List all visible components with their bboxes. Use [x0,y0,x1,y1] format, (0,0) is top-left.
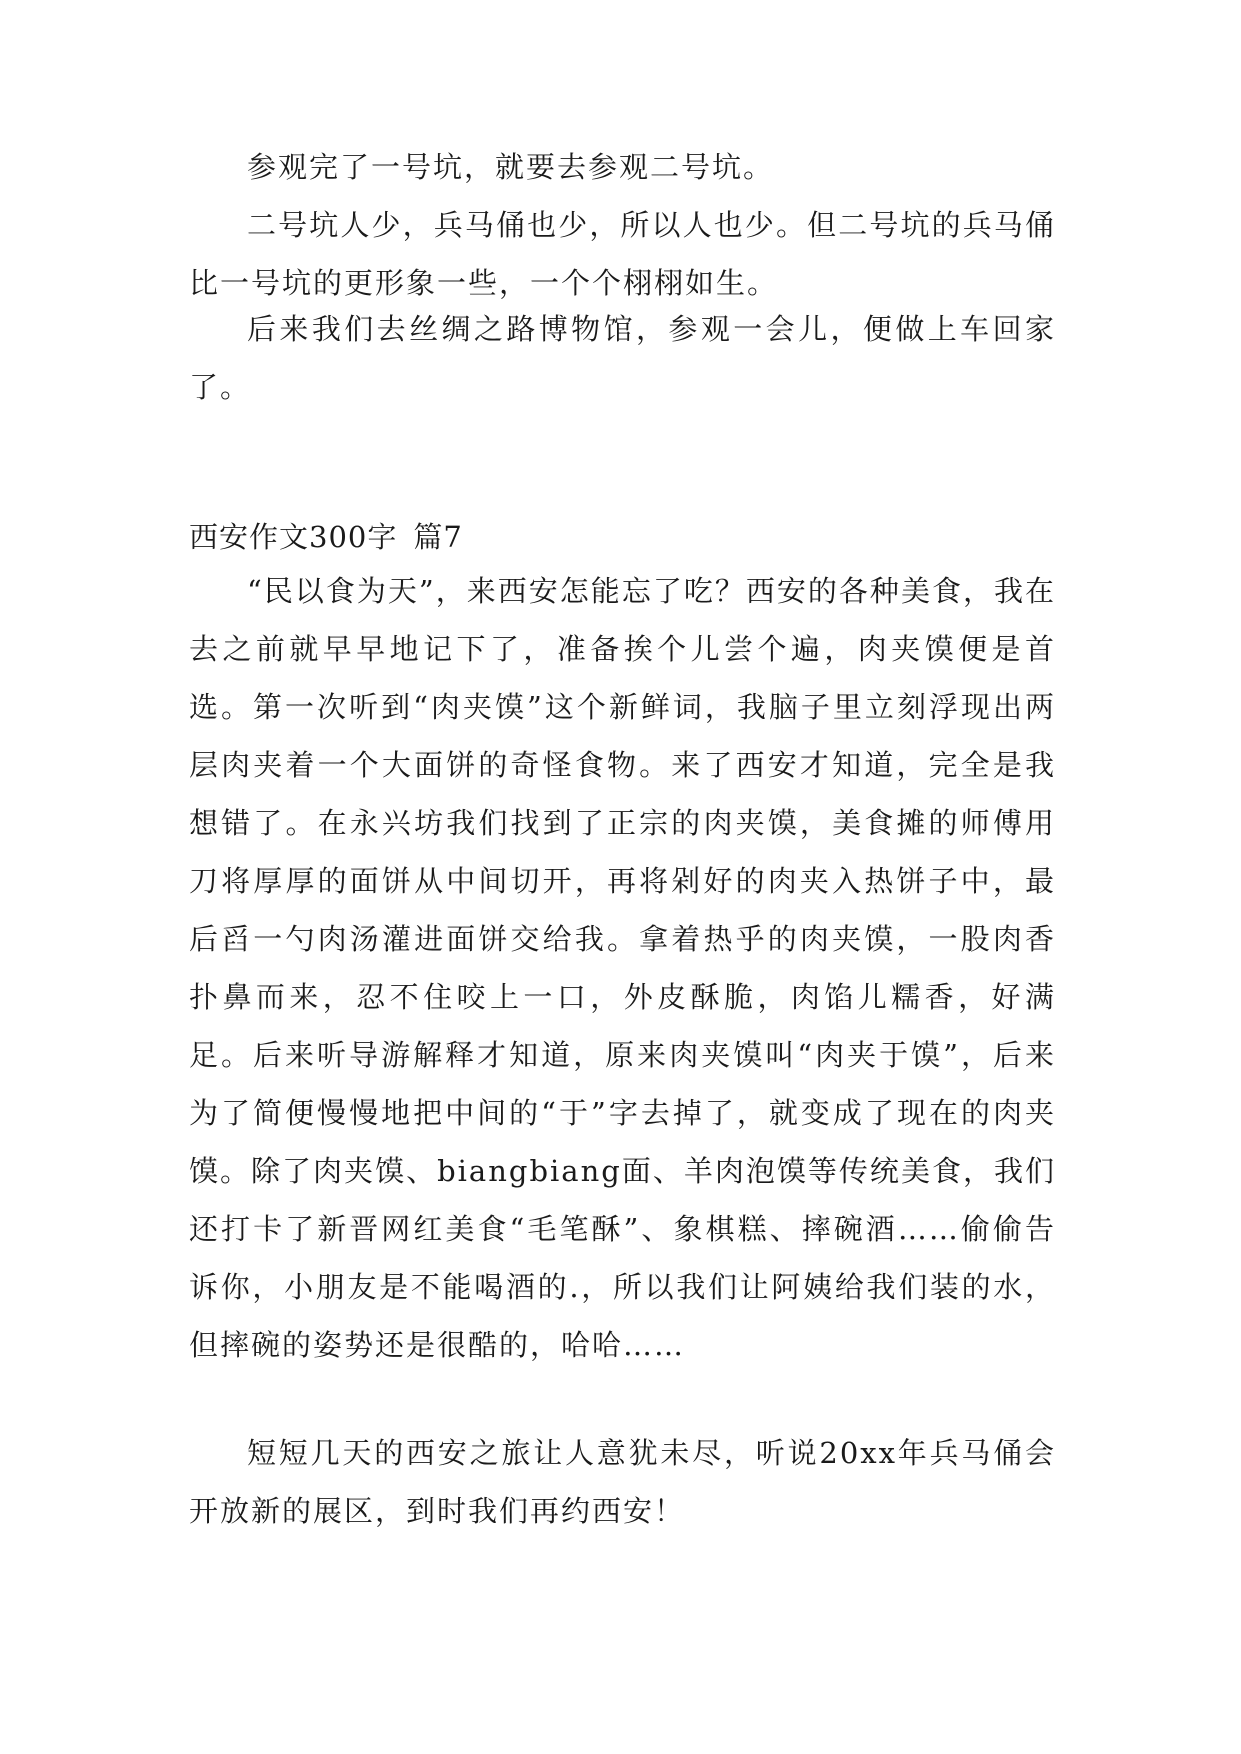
paragraph: 短短几天的西安之旅让人意犹未尽，听说20xx年兵马俑会开放新的展区，到时我们再约西安！ [189,1436,1056,1528]
paragraph: 后来我们去丝绸之路博物馆，参观一会儿，便做上车回家了。 [189,312,1056,404]
paragraph: “民以食为天”，来西安怎能忘了吃？西安的各种美食，我在去之前就早早地记下了，准备挨个儿尝个遍，肉夹馍便是首选。第一次听到“肉夹馍”这个新鲜词，我脑子里立刻浮现出两层肉夹着一个大面饼的奇怪食物。来了西安才知道，完全是我想错了。在永兴坊我们找到了正宗的肉夹馍，美食摊的师傅用刀将厚厚的面饼从中间切开，再将剁好的肉夹入热饼子中，最后舀一勺肉汤灌进面饼交给我。拿着热乎的肉夹馍，一股肉香扑鼻而来，忍不住咬上一口，外皮酥脆，肉馅儿糯香，好满足。后来听导游解释才知道，原来肉夹馍叫“肉夹于馍”，后来为了简便慢慢地把中间的“于”字去掉了，就变成了现在的肉夹馍。除了肉夹馍、biangbiang面、羊肉泡馍等传统美食，我们还打卡了新晋网红美食“毛笔酥”、象棋糕、摔碗酒……偷偷告诉你，小朋友是不能喝酒的.，所以我们让阿姨给我们装的水，但摔碗的姿势还是很酷的，哈哈…… [189,574,1056,1362]
paragraph: 二号坑人少，兵马俑也少，所以人也少。但二号坑的兵马俑比一号坑的更形象一些，一个个栩栩如生。 [189,208,1056,300]
paragraph: 参观完了一号坑，就要去参观二号坑。 [247,150,775,184]
section-title: 西安作文300字 [189,520,398,554]
section-part: 篇7 [413,520,463,554]
section-heading [189,508,463,566]
